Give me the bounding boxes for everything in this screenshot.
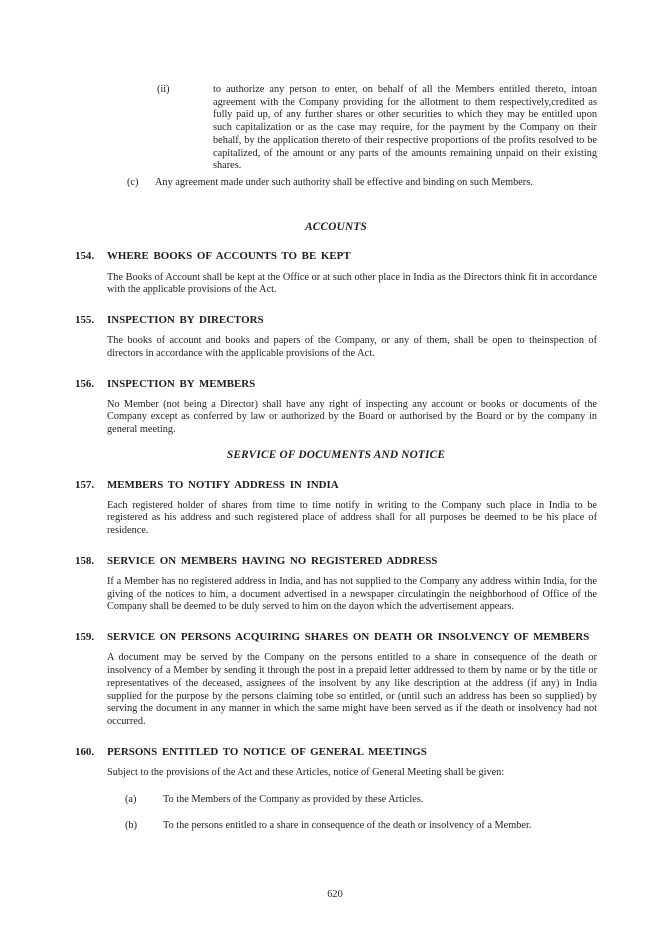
article-160-sub-item-b-text: To the persons entitled to a share in consequence of the death or insolvency of a Member. [163,820,532,832]
article-160-sub-item-a-label: (a) [125,793,137,805]
article-155 [75,314,597,361]
article-155-head [75,314,597,327]
article-155-title: INSPECTION BY DIRECTORS [107,313,264,326]
article-159-number: 159. [75,631,95,644]
article-160 [75,746,597,833]
heading-accounts: ACCOUNTS [305,220,367,233]
article-160-title: PERSONS ENTITLED TO NOTICE OF GENERAL MEETINGS [107,745,427,758]
article-156-title: INSPECTION BY MEMBERS [107,377,256,390]
article-159 [75,631,597,728]
article-154-head [75,250,597,263]
article-154-body: The Books of Account shall be kept at the Office or at such other place in India as the Directors think fit in accordance with the applicable provisions of the Act. [107,271,597,296]
list-item-c-label: (c) [127,176,139,188]
article-157-body: Each registered holder of shares from time to time notify in writing to the Company such place in India to be registered as his address and such registered place of address shall for all purposes be deemed to be his place of residence. [107,499,597,537]
article-157-head [75,479,597,492]
article-155-body: The books of account and books and papers of the Company, or any of them, shall be open to theinspection of directors in accordance with the applicable provisions of the Act. [107,335,597,359]
article-160-sub-item-b [125,820,597,833]
article-160-sub-item-a [125,794,597,807]
article-157-number: 157. [75,478,95,491]
heading-service-of-documents: SERVICE OF DOCUMENTS AND NOTICE [226,448,446,461]
list-item-ii-text: to authorize any person to enter, on behalf of all the Members entitled thereto, intoan agreement with the Company providing for the allotment to them respectively,credited as fully paid up, of any further shares or other securities to which they may be entitled upon such capitalization or as the case may require, for the payment by the Company on their behalf, by the application thereto of their respective proportions of the profits resolved to be capitalized, of the amount or any parts of the amounts remaining unpaid on their existing shares. [213,84,597,172]
list-item-c [127,177,597,190]
article-160-sub-item-b-label: (b) [125,820,138,832]
article-156 [75,378,597,437]
article-158-number: 158. [75,554,95,567]
article-156-body: No Member (not being a Director) shall have any right of inspecting any account or books or documents of the Company except as conferred by law or authorized by the Board or authorised by the Board or by the company in general meeting. [107,398,597,436]
article-159-title: SERVICE ON PERSONS ACQUIRING SHARES ON DEATH OR INSOLVENCY OF MEMBERS [107,631,590,644]
list-item-ii [157,84,597,173]
article-160-sub-item-a-text: To the Members of the Company as provided by these Articles. [163,793,424,805]
article-158 [75,555,597,614]
article-157 [75,479,597,538]
article-160-head [75,746,597,759]
article-159-head [75,631,597,644]
article-155-number: 155. [75,313,95,326]
article-154 [75,250,597,297]
article-158-body: If a Member has no registered address in India, and has not supplied to the Company any address within India, for the giving of the notices to him, a document advertised in a newspaper circulatingin the neighborhood of Office of the Company shall be deemed to be duly served to him on the dayon which the advertisement appears. [107,576,597,613]
article-156-head [75,378,597,391]
article-160-number: 160. [75,745,95,758]
list-item-c-text: Any agreement made under such authority shall be effective and binding on such Members. [155,176,533,188]
list-item-ii-label: (ii) [157,84,170,95]
article-160-body: Subject to the provisions of the Act and these Articles, notice of General Meeting shall be given: [107,766,505,778]
article-154-number: 154. [75,250,95,263]
page-number: 620 [327,889,343,900]
article-158-head [75,555,597,568]
article-154-title: WHERE BOOKS OF ACCOUNTS TO BE KEPT [107,250,351,263]
article-156-number: 156. [75,377,95,390]
article-158-title: SERVICE ON MEMBERS HAVING NO REGISTERED ADDRESS [107,554,438,567]
article-159-body: A document may be served by the Company on the persons entitled to a share in consequence of the death or insolvency of a Member by sending it through the post in a prepaid letter addressed to them by name or by the title or representatives of the deceased, assignees of the insolvent by any like description at the address (if any) in India supplied for the purpose by the persons claiming tobe so entitled, or (until such an address has been so supplied) by serving the document in any manner in which the same might have been served as if the death or insolvency had not occurred. [107,652,597,727]
article-157-title: MEMBERS TO NOTIFY ADDRESS IN INDIA [107,478,339,491]
